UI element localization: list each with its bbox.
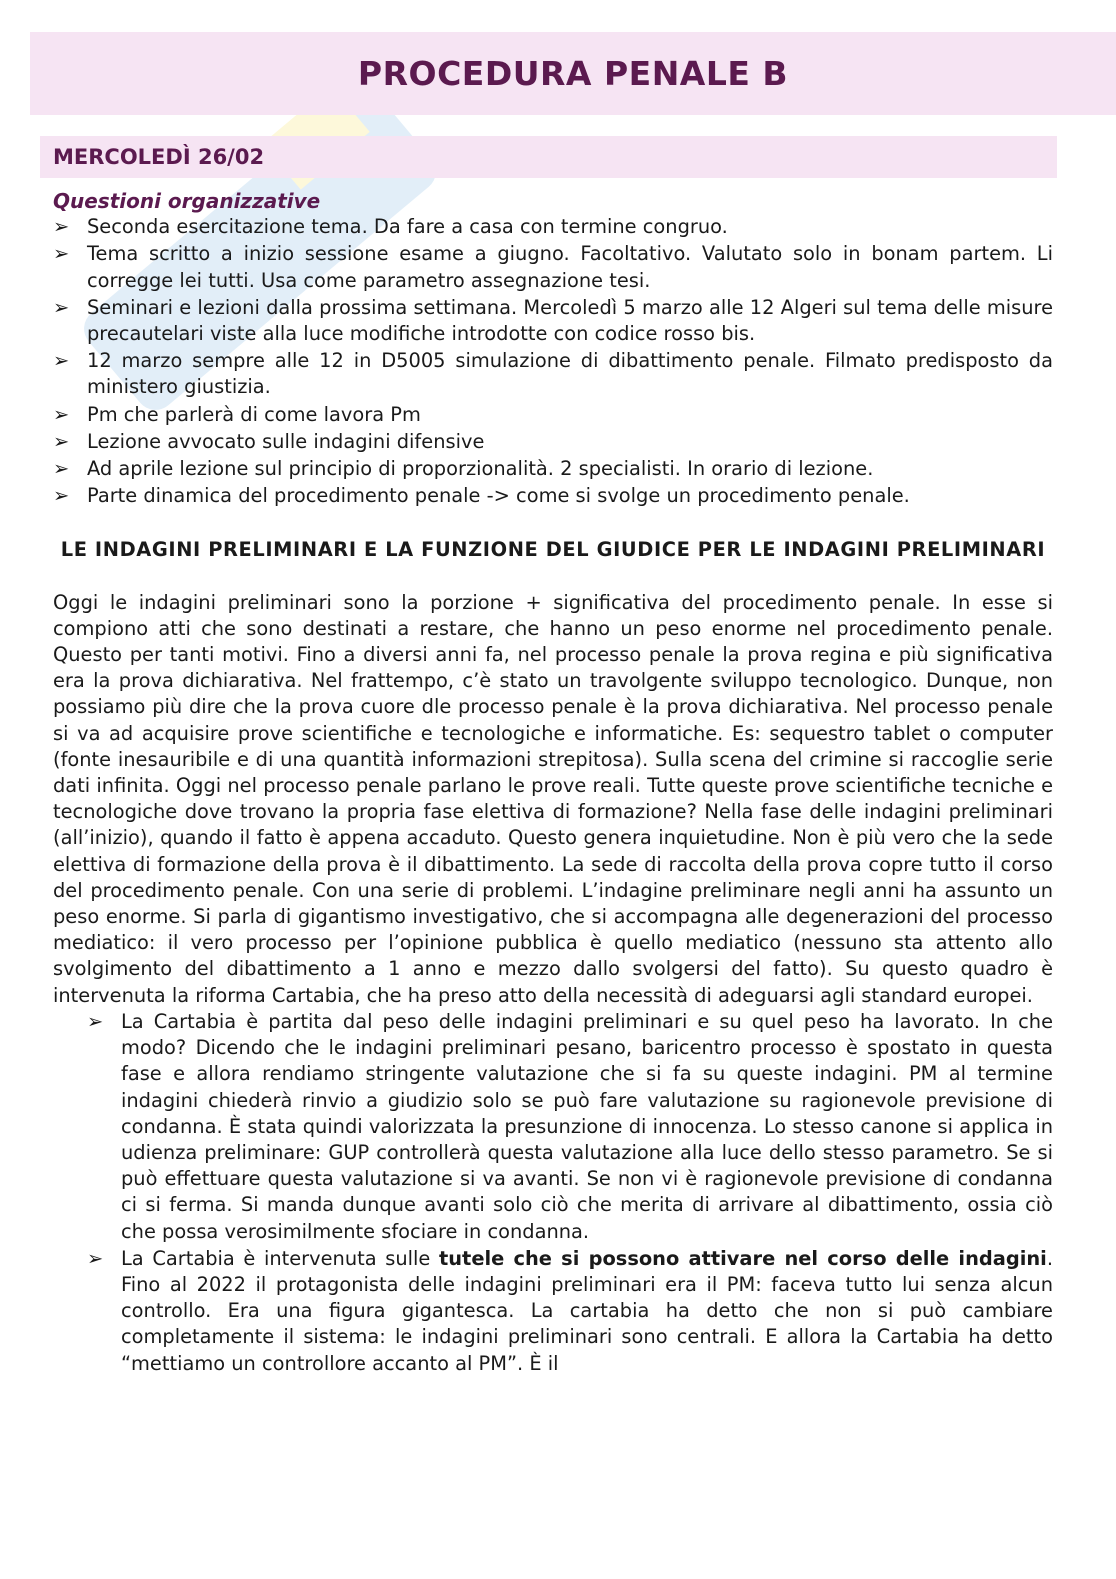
section-title: LE INDAGINI PRELIMINARI E LA FUNZIONE DEL GIUDICE PER LE INDAGINI PRELIMINARI bbox=[60, 538, 1046, 562]
list-item-text: Ad aprile lezione sul principio di proporzionalità. 2 specialisti. In orario di lezione. bbox=[87, 457, 874, 481]
list-item bbox=[53, 241, 1053, 293]
day-heading-banner bbox=[40, 136, 1057, 178]
list-item-text: 12 marzo sempre alle 12 in D5005 simulazione di dibattimento penale. Filmato predisposto da ministero giustizia. bbox=[87, 349, 1053, 399]
title-banner bbox=[30, 32, 1116, 115]
list-item-text: Lezione avvocato sulle indagini difensive bbox=[87, 429, 485, 453]
list-item bbox=[53, 456, 1053, 482]
list-item bbox=[53, 402, 1053, 428]
day-heading: MERCOLEDÌ 26/02 bbox=[53, 145, 265, 169]
list-item-text: La Cartabia è partita dal peso delle indagini preliminari e su quel peso ha lavorato. In che modo? Dicendo che le indagini preliminari pesano, baricentro processo è spostato in questa fase e allora rendiamo stringente valutazione che si fa su queste indagini. PM al termine indagini chiederà rinvio a giudizio solo se può fare valutazione su ragionevole previsione di condanna. È stata quindi valorizzata la presunzione di innocenza. Lo stesso canone si applica in udienza preliminare: GUP controllerà questa valutazione alla luce dello stesso parametro. Se si può effettuare questa valutazione si va avanti. Se non vi è ragionevole previsione di condanna ci si ferma. Si manda dunque avanti solo ciò che merita di arrivare al dibattimento, ossia ciò che possa verosimilmente sfociare in condanna. bbox=[121, 1009, 1053, 1243]
arrowhead-bullet-icon: ➢ bbox=[53, 402, 70, 426]
arrowhead-bullet-icon: ➢ bbox=[53, 242, 70, 266]
arrowhead-bullet-icon: ➢ bbox=[53, 429, 70, 453]
list-item bbox=[53, 348, 1053, 400]
org-subheading: Questioni organizzative bbox=[53, 189, 321, 213]
list-item-text: Pm che parlerà di come lavora Pm bbox=[87, 402, 421, 426]
org-list bbox=[53, 214, 1053, 509]
list-item-text: . Fino al 2022 il protagonista delle indagini preliminari era il PM: faceva tutto lui senza alcun controllo. Era una figura gigantesca. La cartabia ha detto che non si può cambiare completamente il sistema: le indagini preliminari sono centrali. E allora la Cartabia ha detto “mettiamo un controllore accanto al PM”. È il bbox=[121, 1246, 1053, 1375]
document-title: PROCEDURA PENALE B bbox=[357, 54, 789, 93]
list-item-text: Seminari e lezioni dalla prossima settimana. Mercoledì 5 marzo alle 12 Algeri sul tema delle misure precautelari viste alla luce modifiche introdotte con codice rosso bis. bbox=[87, 295, 1053, 346]
list-item bbox=[53, 214, 1053, 240]
list-item-bold-text: tutele che si possono attivare nel corso delle indagini bbox=[438, 1246, 1047, 1270]
list-item-text: La Cartabia è intervenuta sulle bbox=[121, 1246, 439, 1270]
list-item bbox=[53, 483, 1053, 509]
arrowhead-bullet-icon: ➢ bbox=[53, 457, 70, 481]
list-item-text: Seconda esercitazione tema. Da fare a casa con termine congruo. bbox=[87, 215, 728, 239]
document-body bbox=[53, 188, 1053, 1378]
list-item bbox=[87, 1246, 1053, 1377]
arrowhead-bullet-icon: ➢ bbox=[53, 295, 70, 319]
arrowhead-bullet-icon: ➢ bbox=[53, 349, 70, 373]
list-item bbox=[53, 295, 1053, 347]
list-item bbox=[53, 429, 1053, 455]
section-bullet-list bbox=[87, 1009, 1053, 1377]
list-item-text: Parte dinamica del procedimento penale -> come si svolge un procedimento penale. bbox=[87, 484, 910, 508]
arrowhead-bullet-icon: ➢ bbox=[87, 1009, 104, 1033]
body-paragraph: Oggi le indagini preliminari sono la porzione + significativa del procedimento penale. In esse si compiono atti che sono destinati a restare, che hanno un peso enorme nel procedimento penale. Questo per tanti motivi. Fino a diversi anni fa, nel processo penale la prova regina e più significativa era la prova dichiarativa. Nel frattempo, c’è stato un travolgente sviluppo tecnologico. Dunque, non possiamo più dire che la prova cuore dle processo penale è la prova dichiarativa. Nel processo penale si va ad acquisire prove scientifiche e tecnologiche e informatiche. Es: sequestro tablet o computer (fonte inesauribile e di una quantità informazioni strepitosa). Sulla scena del crimine si raccoglie serie dati infinita. Oggi nel processo penale parlano le prove reali. Tutte queste prove scientifiche tecniche e tecnologiche dove trovano la propria fase elettiva di formazione? Nella fase delle indagini preliminari (all’inizio), quando il fatto è appena accaduto. Questo genera inquietudine. Non è più vero che la sede elettiva di formazione della prova è il dibattimento. La sede di raccolta della prova copre tutto il corso del procedimento penale. Con una serie di problemi. L’indagine preliminare negli anni ha assunto un peso enorme. Si parla di gigantismo investigativo, che si accompagna alle degenerazioni del processo mediatico: il vero processo per l’opinione pubblica è quello mediatico (nessuno sta attento allo svolgimento del dibattimento a 1 anno e mezzo dallo svolgersi del fatto). Su questo quadro è intervenuta la riforma Cartabia, che ha preso atto della necessità di adeguarsi agli standard europei. bbox=[53, 590, 1053, 1007]
list-item-text: Tema scritto a inizio sessione esame a giugno. Facoltativo. Valutato solo in bonam partem. Li corregge lei tutti. Usa come parametro assegnazione tesi. bbox=[87, 242, 1053, 292]
list-item bbox=[87, 1009, 1053, 1245]
arrowhead-bullet-icon: ➢ bbox=[53, 484, 70, 508]
arrowhead-bullet-icon: ➢ bbox=[87, 1246, 104, 1270]
arrowhead-bullet-icon: ➢ bbox=[53, 215, 70, 239]
